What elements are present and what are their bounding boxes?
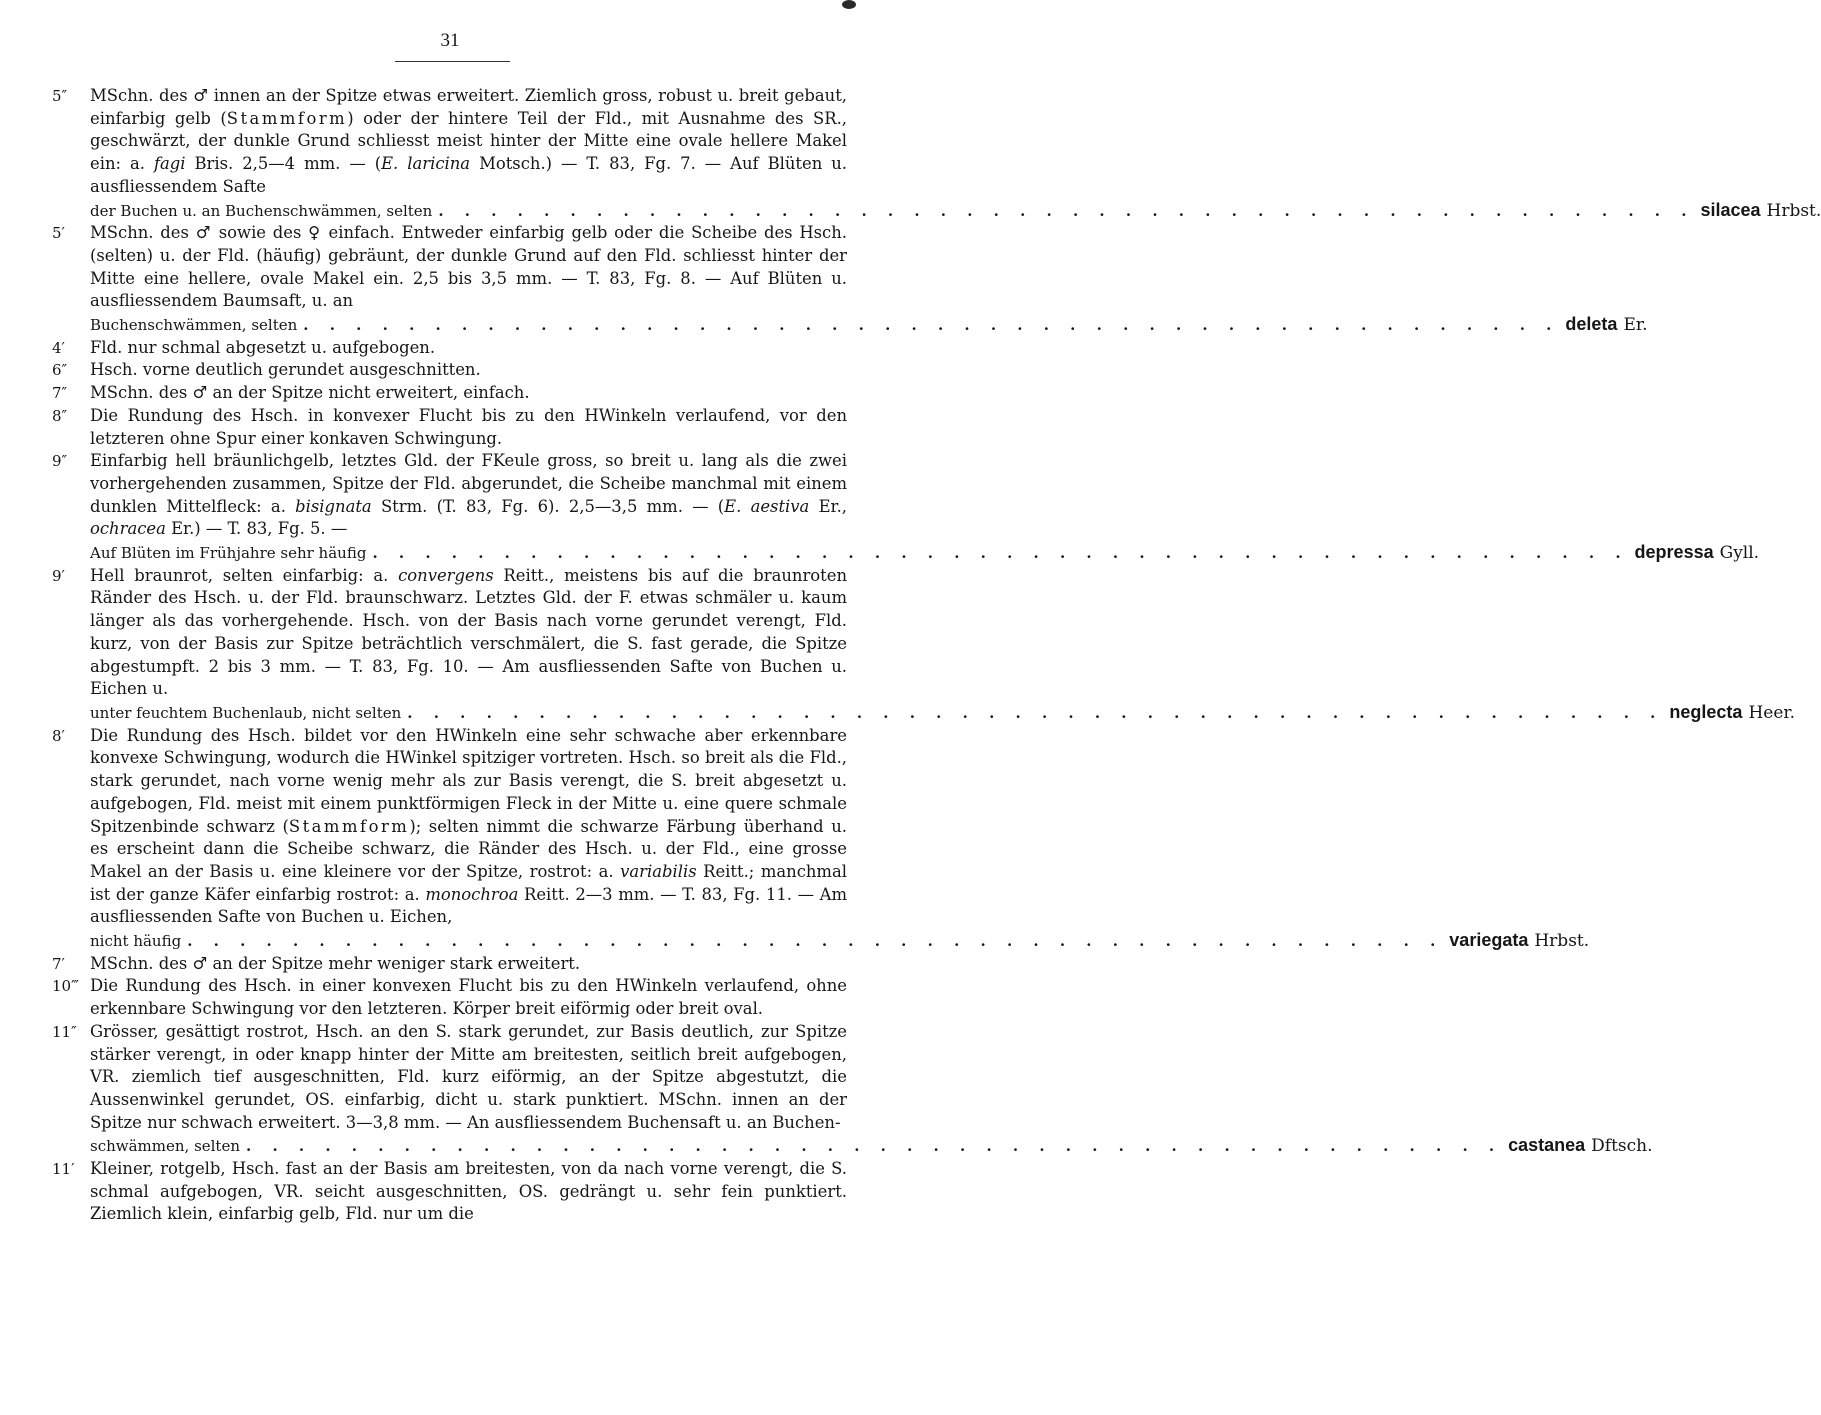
entry-ending — [90, 701, 1796, 725]
entry-text: Die Rundung des Hsch. in einer konvexen Flucht bis zu den HWinkeln verlaufend, ohne erkennbare Schwingung vor den letzteren. Körper breit eiförmig oder breit oval. — [90, 976, 847, 1019]
habitat-text: Auf Blüten im Frühjahre sehr häufig — [90, 544, 367, 563]
couplet-number: 9″ — [52, 452, 68, 471]
habitat-text: schwämmen, selten — [90, 1137, 240, 1156]
key-text-body — [52, 85, 1821, 1226]
variety-name: monochroa — [425, 884, 519, 904]
entry-text: Hell braunrot, selten einfarbig: a. — [90, 565, 399, 585]
dot-leader: . . . . . . . . . . . . . . . . . . . . . . . . . . . . . . . . . . . . . . . . . . . . . . . . — [438, 201, 1695, 220]
habitat-text: unter feuchtem Buchenlaub, nicht selten — [90, 703, 402, 722]
couplet-number: 7″ — [52, 384, 68, 403]
couplet-number: 7′ — [52, 954, 65, 973]
dot-leader: . . . . . . . . . . . . . . . . . . . . . . . . . . . . . . . . . . . . . . . . . . . . . . . . — [407, 703, 1664, 722]
species-name: depressa — [1634, 542, 1714, 563]
key-entry — [52, 565, 1796, 725]
author-name: Hrbst. — [1766, 200, 1821, 221]
key-entry — [52, 359, 847, 382]
entry-text: Hsch. vorne deutlich gerundet ausgeschnitten. — [90, 360, 481, 380]
variety-name: variabilis — [620, 861, 697, 881]
author-name: Hrbst. — [1534, 931, 1590, 952]
couplet-number: 10‴ — [52, 977, 79, 996]
key-entry — [52, 975, 847, 1020]
entry-text: Reitt. 2—3 mm. — T. 83, Fg. 11. — Am ausfliessenden Safte von Buchen u. Eichen, — [90, 884, 847, 927]
dot-leader: . . . . . . . . . . . . . . . . . . . . . . . . . . . . . . . . . . . . . . . . . . . . . . . . — [246, 1137, 1503, 1156]
key-entry — [52, 222, 1648, 337]
key-entry — [52, 953, 847, 976]
header-rule — [395, 61, 510, 62]
author-name: Dftsch. — [1591, 1136, 1653, 1157]
entry-text: MSchn. des ♂ an der Spitze mehr weniger stark erweitert. — [90, 953, 581, 973]
synonym-name: E. aestiva — [724, 496, 810, 516]
habitat-text: nicht häufig — [90, 932, 182, 951]
entry-ending — [90, 199, 1821, 223]
synonym-name: E. laricina — [381, 154, 471, 174]
entry-text: Bris. 2,5—4 mm. — ( — [185, 154, 382, 174]
author-name: Gyll. — [1719, 543, 1760, 564]
entry-text: Kleiner, rotgelb, Hsch. fast an der Basis am breitesten, von da nach vorne verengt, die S. schmal aufgebogen, VR. seicht ausgeschnitten, OS. gedrängt u. sehr fein punktiert. Ziemlich klein, einfarbig gelb, Fld. nur um die — [90, 1159, 847, 1224]
entry-text: Reitt., meistens bis auf die braunroten Ränder des Hsch. u. der Fld. braunschwarz. Letztes Gld. der F. etwas schmäler u. kaum länger als das vorhergehende. Hsch. von der Basis nach vorne gerundet verengt, Fld. kurz, von der Basis zur Spitze beträchtlich verschmälert, die S. fast gerade, die Spitze abgestumpft. 2 bis 3 mm. — T. 83, Fg. 10. — Am ausfliessenden Safte von Buchen u. Eichen u. — [90, 565, 847, 699]
species-name: deleta — [1565, 314, 1618, 335]
key-entry — [52, 450, 1760, 565]
entry-text: Er.) — T. 83, Fg. 5. — — [165, 519, 348, 539]
synonym-name: ochracea — [90, 519, 166, 539]
key-entry — [52, 1021, 1653, 1158]
entry-ending — [90, 1134, 1653, 1158]
couplet-number: 5′ — [52, 224, 65, 243]
key-entry — [52, 337, 847, 360]
entry-text: Strm. (T. 83, Fg. 6). 2,5—3,5 mm. — ( — [371, 496, 725, 516]
couplet-number: 11′ — [52, 1160, 75, 1179]
entry-text: Motsch.) — T. 83, Fg. 7. — Auf Blüten u. ausfliessendem Safte — [90, 154, 847, 196]
species-name: variegata — [1449, 930, 1529, 951]
key-entry — [52, 725, 1590, 953]
entry-text: Einfarbig hell bräunlichgelb, letztes Gld. der FKeule gross, so breit u. lang als die zwei vorhergehenden zusammen, Spitze der Fld. abgerundet, die Scheibe manchmal mit einem dunklen Mittelfleck: a. — [90, 451, 847, 516]
habitat-text: der Buchen u. an Buchenschwämmen, selten — [90, 201, 433, 220]
variety-name: convergens — [398, 565, 494, 585]
form-label: Stammform — [288, 816, 410, 836]
entry-text: Grösser, gesättigt rostrot, Hsch. an den S. stark gerundet, zur Basis deutlich, zur Spitze stärker verengt, in oder knapp hinter der Mitte am breitesten, seitlich breit aufgebogen, VR. ziemlich tief ausgeschnitten, Fld. kurz eiförmig, an der Spitze abgestutzt, die Aussenwinkel gerundet, OS. einfarbig, dicht u. stark punktiert. MSchn. innen an der Spitze nur schwach erweitert. 3—3,8 mm. — An ausfliessendem Buchensaft u. an Buchen- — [90, 1021, 847, 1132]
entry-text: Die Rundung des Hsch. in konvexer Flucht bis zu den HWinkeln verlaufend, vor den letzteren ohne Spur einer konkaven Schwingung. — [90, 405, 847, 448]
entry-text: Reitt.; manchmal ist der ganze Käfer einfarbig rostrot: a. — [90, 861, 847, 904]
entry-text: ) oder der hintere Teil der Fld., mit Ausnahme des SR., geschwärzt, der dunkle Grund schliesst meist hinter der Mitte eine ovale hellere Makel ein: a. — [90, 108, 848, 174]
variety-name: bisignata — [295, 496, 372, 516]
dot-leader: . . . . . . . . . . . . . . . . . . . . . . . . . . . . . . . . . . . . . . . . . . . . . . . . — [187, 932, 1444, 951]
entry-text: ); selten nimmt die schwarze Färbung überhand u. es erscheint dann die Scheibe schwarz, die Ränder des Hsch. u. der Fld., eine grosse Makel an der Basis u. eine kleinere vor der Spitze, rostrot: a. — [90, 816, 847, 881]
entry-text: MSchn. des ♂ sowie des ♀ einfach. Entweder einfarbig gelb oder die Scheibe des Hsch. (selten) u. der Fld. (häufig) gebräunt, der dunkle Grund auf den Fld. schliesst hinter der Mitte eine hellere, ovale Makel ein. 2,5 bis 3,5 mm. — T. 83, Fg. 8. — Auf Blüten u. ausfliessendem Baumsaft, u. an — [90, 223, 847, 311]
couplet-number: 4′ — [52, 338, 65, 357]
couplet-number: 5″ — [52, 87, 68, 105]
couplet-number: 6″ — [52, 361, 68, 380]
entry-text: MSchn. des ♂ innen an der Spitze etwas erweitert. Ziemlich gross, robust u. breit gebaut, einfarbig gelb ( — [90, 86, 847, 128]
species-name: silacea — [1700, 199, 1761, 220]
dot-leader: . . . . . . . . . . . . . . . . . . . . . . . . . . . . . . . . . . . . . . . . . . . . . . . . — [303, 316, 1560, 335]
key-entry — [52, 85, 1821, 222]
entry-text: Er., — [809, 496, 847, 516]
entry-text: MSchn. des ♂ an der Spitze nicht erweitert, einfach. — [90, 383, 530, 403]
couplet-number: 8′ — [52, 726, 65, 745]
page-number: 31 — [440, 30, 460, 51]
key-entry — [52, 382, 847, 405]
habitat-text: Buchenschwämmen, selten — [90, 316, 298, 335]
key-entry — [52, 1158, 847, 1226]
entry-text: Die Rundung des Hsch. bildet vor den HWinkeln eine sehr schwache aber erkennbare konvexe Schwingung, wodurch die HWinkel spitziger vortreten. Hsch. so breit als die Fld., stark gerundet, nach vorne wenig mehr als zur Basis verengt, die S. breit abgesetzt u. aufgebogen, Fld. meist mit einem punktförmigen Fleck in der Mitte u. eine quere schmale Spitzenbinde schwarz ( — [90, 725, 847, 836]
species-name: neglecta — [1669, 701, 1743, 722]
dot-leader: . . . . . . . . . . . . . . . . . . . . . . . . . . . . . . . . . . . . . . . . . . . . . . . . — [372, 544, 1629, 563]
couplet-number: 11″ — [52, 1022, 77, 1041]
author-name: Heer. — [1748, 702, 1796, 723]
variety-name: fagi — [153, 154, 186, 174]
entry-text: Fld. nur schmal abgesetzt u. aufgebogen. — [90, 337, 436, 357]
couplet-number: 8″ — [52, 406, 68, 425]
ink-speck — [842, 0, 856, 9]
form-label: Stammform — [226, 108, 348, 128]
author-name: Er. — [1623, 315, 1648, 336]
couplet-number: 9′ — [52, 566, 65, 585]
species-name: castanea — [1508, 1135, 1586, 1156]
entry-ending — [90, 929, 1590, 953]
entry-ending — [90, 313, 1648, 337]
key-entry — [52, 405, 847, 450]
entry-ending — [90, 541, 1760, 565]
